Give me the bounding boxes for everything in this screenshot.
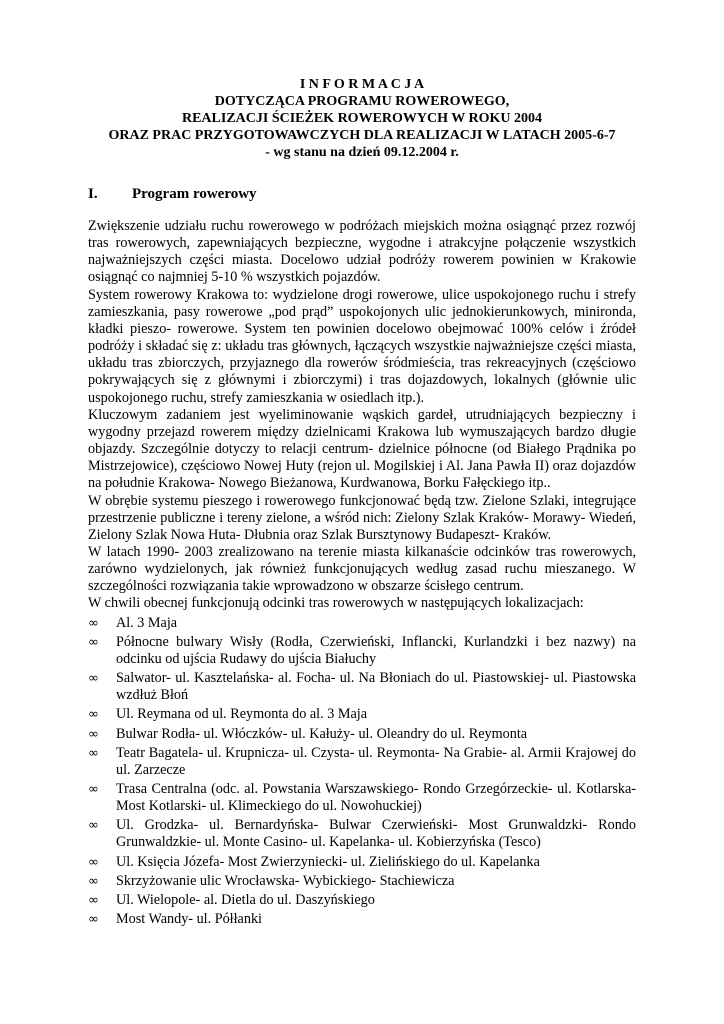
list-item: ∞ Skrzyżowanie ulic Wrocławska- Wybickiego- Stachiewicza <box>88 872 455 889</box>
infinity-bullet-icon: ∞ <box>88 634 99 650</box>
list-item: ∞ Trasa Centralna (odc. al. Powstania Warszawskiego- Rondo Grzegórzeckie- ul. Kotlarska- Most Kotlarski- ul. Klimeckiego do ul. Nowohuckiej) <box>88 781 636 815</box>
paragraph: Zwiększenie udziału ruchu rowerowego w podróżach miejskich można osiągnąć przez rozwój tras rowerowych, zapewniających bezpieczne, wygodne i atrakcyjne połączenie wszystkich najważniejszych części miasta. Docelowo udział podróży rowerem powinien w Krakowie osiągnąć co najmniej 5-10 % wszystkich pojazdów. <box>88 218 636 286</box>
infinity-bullet-icon: ∞ <box>88 873 99 889</box>
document-header <box>0 76 724 161</box>
section-number: I. <box>88 186 98 202</box>
infinity-bullet-icon: ∞ <box>88 892 99 908</box>
infinity-bullet-icon: ∞ <box>88 671 99 687</box>
list-item: ∞ Ul. Wielopole- al. Dietla do ul. Daszyńskiego <box>88 891 375 908</box>
infinity-bullet-icon: ∞ <box>88 707 99 723</box>
list-item: ∞ Północne bulwary Wisły (Rodła, Czerwieński, Inflancki, Kurlandzki i bez nazwy) na odcinku od ujścia Rudawy do ujścia Białuchy <box>88 633 636 667</box>
document-title: I N F O R M A C J A <box>299 77 425 92</box>
infinity-bullet-icon: ∞ <box>88 818 99 834</box>
list-item: ∞ Ul. Reymana od ul. Reymonta do al. 3 Maja <box>88 706 367 723</box>
list-item: ∞ Ul. Księcia Józefa- Most Zwierzyniecki- ul. Zielińskiego do ul. Kapelanka <box>88 853 540 870</box>
infinity-bullet-icon: ∞ <box>88 615 99 631</box>
locations-list <box>88 615 636 929</box>
paragraph: System rowerowy Krakowa to: wydzielone drogi rowerowe, ulice uspokojonego ruchu i strefy zamieszkania, pasy rowerowe „pod prąd” uspokojonych ulic jednokierunkowych, minironda, kładki pieszo- rowerowe. System ten powinien docelowo obejmować 100% celów i źródeł podróży i składać się z: układu tras głównych, łączących wszystkie najważniejsze części miasta, układu tras zbiorczych, przyjaznego dla rowerów śródmieścia, tras rekreacyjnych (częściowo pokrywających się z głównymi i zbiorczymi) i tras dojazdowych, lokalnych (głównie ulic uspokojonego ruchu, strefy zamieszkania w osiedlach itp.). <box>88 286 636 406</box>
paragraph: W latach 1990- 2003 zrealizowano na terenie miasta kilkanaście odcinków tras rowerowych, zarówno wydzielonych, jak również funkcjonujących według zasad ruchu mieszanego. W szczególności rozwiązania takie wprowadzono w obszarze ścisłego centrum. <box>88 543 636 595</box>
paragraph: W obrębie systemu pieszego i rowerowego funkcjonować będą tzw. Zielone Szlaki, integrujące przestrzenie publiczne i tereny zielone, a wśród nich: Zielony Szlak Kraków- Morawy- Wiedeń, Zielony Szlak Nowa Huta- Dłubnia oraz Szlak Bursztynowy Budapeszt- Kraków. <box>88 492 636 543</box>
document-body <box>88 218 636 928</box>
list-item: ∞ Salwator- ul. Kasztelańska- al. Focha- ul. Na Błoniach do ul. Piastowskiej- ul. Piastowska wzdłuż Błoń <box>88 670 636 704</box>
infinity-bullet-icon: ∞ <box>88 782 99 797</box>
infinity-bullet-icon: ∞ <box>88 912 99 928</box>
infinity-bullet-icon: ∞ <box>88 745 99 761</box>
list-item: ∞ Teatr Bagatela- ul. Krupnicza- ul. Czysta- ul. Reymonta- Na Grabie- al. Armii Krajowej do ul. Zarzecze <box>88 744 636 778</box>
list-item: ∞ Ul. Grodzka- ul. Bernardyńska- Bulwar Czerwieński- Most Grunwaldzki- Rondo Grunwaldzkie- ul. Monte Casino- ul. Kapelanka- ul. Kobierzyńska (Tesco) <box>88 817 636 851</box>
section-heading <box>88 186 257 203</box>
infinity-bullet-icon: ∞ <box>88 726 99 742</box>
section-title: Program rowerowy <box>132 186 257 202</box>
paragraph: W chwili obecnej funkcjonują odcinki tras rowerowych w następujących lokalizacjach: <box>88 595 584 612</box>
infinity-bullet-icon: ∞ <box>88 854 99 870</box>
list-item: ∞ Al. 3 Maja <box>88 614 178 631</box>
header-line: REALIZACJI ŚCIEŻEK ROWEROWYCH W ROKU 2004 <box>181 111 543 126</box>
list-item: ∞ Bulwar Rodła- ul. Włóczków- ul. Kałuży- ul. Oleandry do ul. Reymonta <box>88 725 528 742</box>
header-line: ORAZ PRAC PRZYGOTOWAWCZYCH DLA REALIZACJI W LATACH 2005-6-7 <box>108 128 616 143</box>
header-line: DOTYCZĄCA PROGRAMU ROWEROWEGO, <box>214 94 510 109</box>
paragraph: Kluczowym zadaniem jest wyeliminowanie wąskich gardeł, utrudniających bezpieczny i wygodny przejazd rowerem między dzielnicami Krakowa lub wymuszających bardzo długie objazdy. Szczególnie dotyczy to relacji centrum- dzielnice północne (od Białego Prądnika po Mistrzejowice), częściowo Nowej Huty (rejon ul. Mogilskiej i Al. Jana Pawła II) oraz dojazdów na południe Krakowa- Nowego Bieżanowa, Kurdwanowa, Borku Fałęckiego itp.. <box>88 406 636 492</box>
header-date-line: - wg stanu na dzień 09.12.2004 r. <box>265 145 459 160</box>
list-item: ∞ Most Wandy- ul. Półłanki <box>88 911 262 928</box>
